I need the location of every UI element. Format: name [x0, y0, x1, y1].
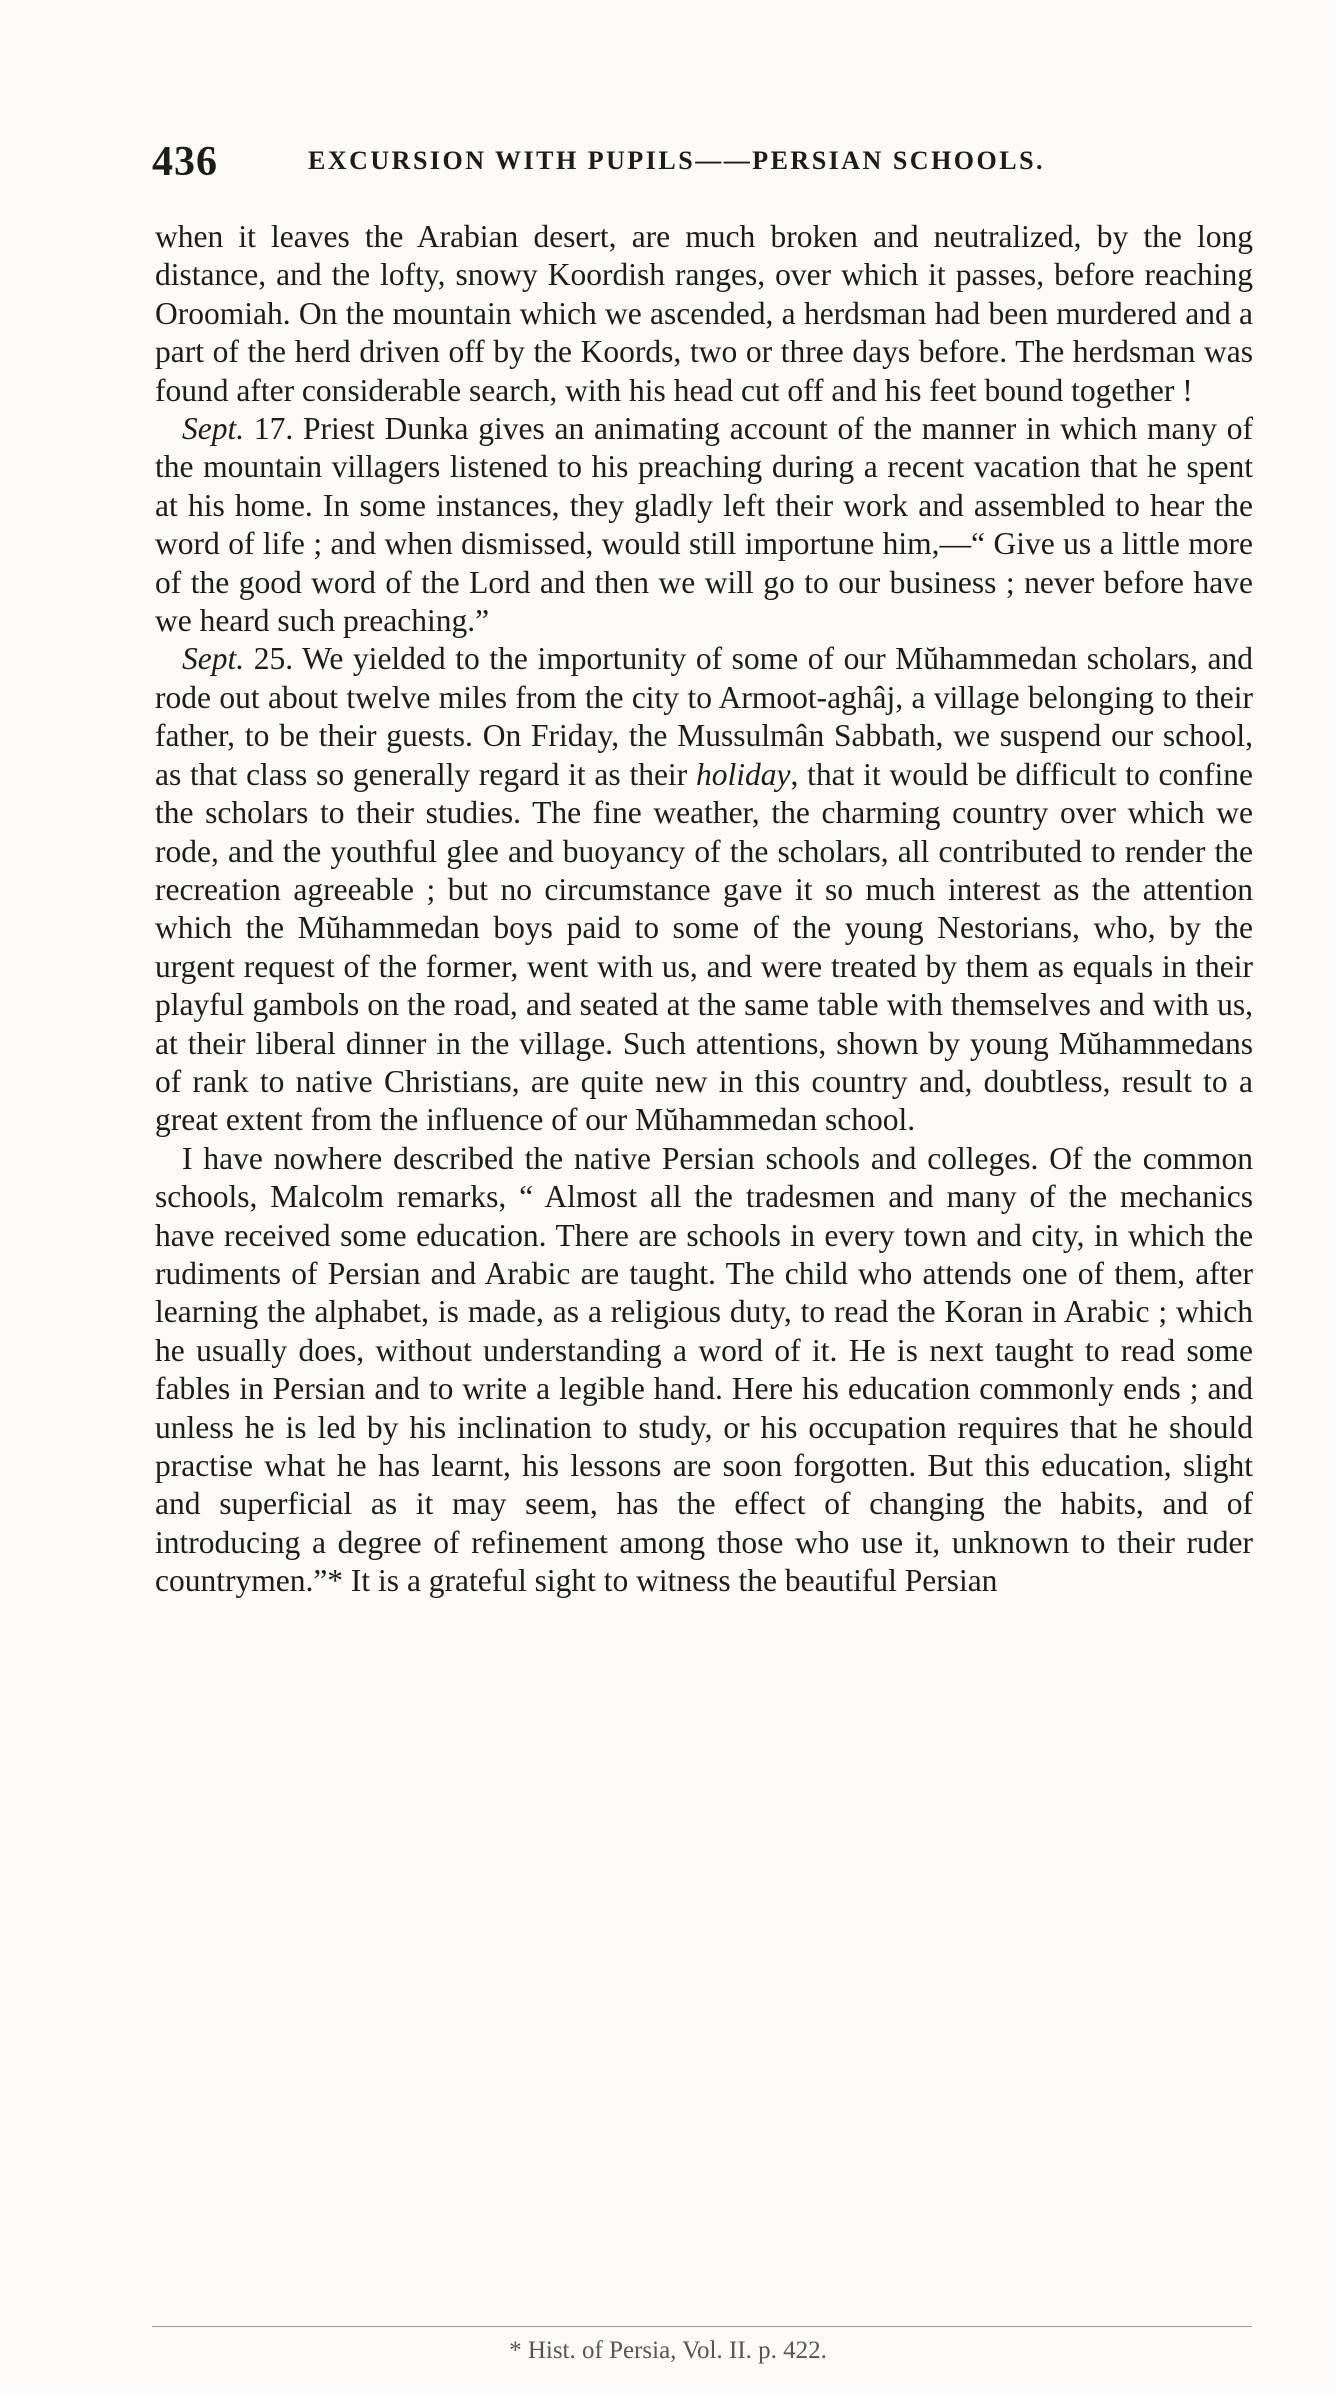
body-text [155, 218, 1253, 1601]
paragraph-2 [155, 410, 1253, 640]
running-head: EXCURSION WITH PUPILS——PERSIAN SCHOOLS. [308, 146, 1046, 175]
paragraph-3 [155, 640, 1253, 1139]
paragraph-text: , that it would be difficult to confine the scholars to their studies. The fine weather, the charming country over which we rode, and the youthful glee and buoyancy of the scholars, all contributed to render the recreation agreeable ; but no circumstance gave it so much interest as the attention which the Mŭhammedan boys paid to some of the young Nestorians, who, by the urgent request of the former, went with us, and were treated by them as equals in their playful gambols on the road, and seated at the same table with themselves and with us, at their liberal dinner in the village. Such attentions, shown by young Mŭhammedans of rank to native Christians, are quite new in this country and, doubtless, result to a great extent from the influence of our Mŭhammedan school. [155, 756, 1254, 1138]
page-header [152, 138, 1152, 188]
entry-date: Sept. [182, 411, 245, 447]
footnote-separator [152, 2326, 1252, 2327]
paragraph-text: when it leaves the Arabian desert, are much broken and neutralized, by the long distance, and the lofty, snowy Koordish ranges, over which it passes, before reaching Oroomiah. On the mountain which we ascended, a herdsman had been murdered and a part of the herd driven off by the Koords, two or three days before. The herdsman was found after considerable search, with his head cut off and his feet bound together ! [155, 219, 1253, 408]
footnote: * Hist. of Persia, Vol. II. p. 422. [509, 2337, 827, 2364]
paragraph-text: I have nowhere described the native Persian schools and colleges. Of the common schools, Malcolm remarks, “ Almost all the tradesmen and many of the mechanics have received some education. There are schools in every town and city, in which the rudiments of Persian and Arabic are taught. The child who attends one of them, after learning the alphabet, is made, as a religious duty, to read the Koran in Arabic ; which he usually does, without understanding a word of it. He is next taught to read some fables in Persian and to write a legible hand. Here his education commonly ends ; and unless he is led by his inclination to study, or his occupation requires that he should practise what he has learnt, his lessons are soon forgotten. But this education, slight and superficial as it may seem, has the effect of changing the habits, and of introducing a degree of refinement among those who use it, unknown to their ruder countrymen.”* It is a grateful sight to witness the beautiful Persian [155, 1140, 1253, 1599]
page-number: 436 [152, 139, 218, 185]
entry-date: Sept. [182, 641, 245, 677]
paragraph-text: 17. Priest Dunka gives an animating account of the manner in which many of the mountain villagers listened to his preaching during a recent vacation that he spent at his home. In some instances, they gladly left their work and assembled to hear the word of life ; and when dismissed, would still importune him,—“ Give us a little more of the good word of the Lord and then we will go to our business ; never before have we heard such preaching.” [155, 411, 1253, 639]
paragraph-4 [155, 1140, 1253, 1601]
paragraph-text: 25. We yielded to the importunity of some of our Mŭhammedan scholars, and rode out about twelve miles from the city to Armoot-aghâj, a village belonging to their father, to be their guests. On Friday, the Mussulmân Sabbath, we suspend our school, as that class so generally regard it as their [155, 641, 1253, 792]
emphasized-word: holiday [695, 756, 791, 792]
paragraph-1 [155, 218, 1253, 410]
